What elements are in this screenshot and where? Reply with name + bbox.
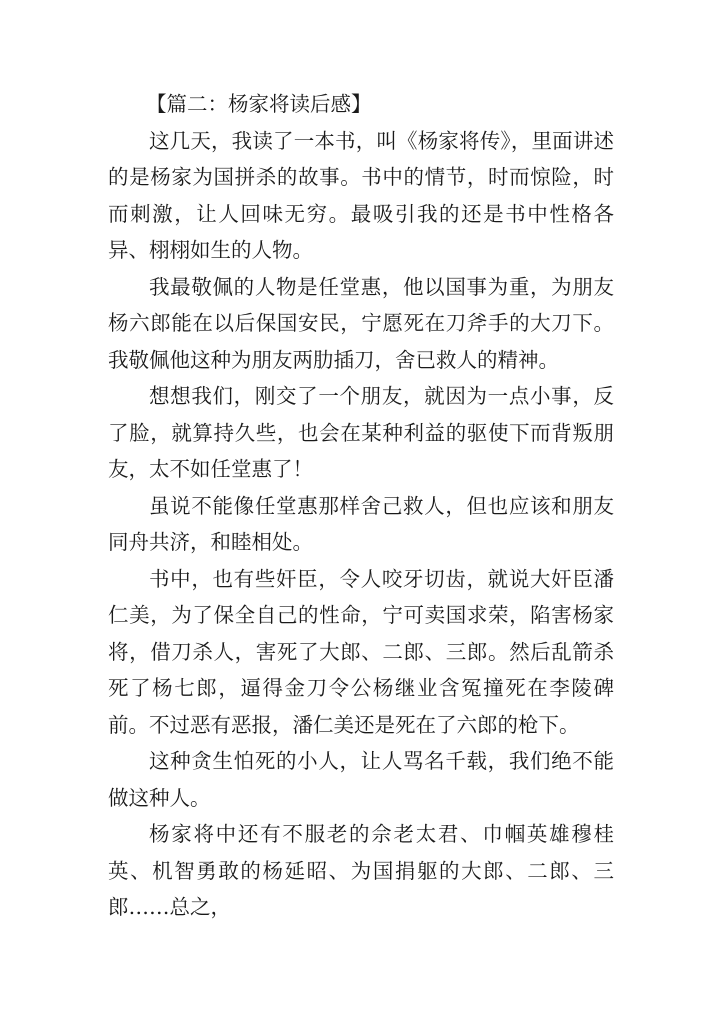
paragraph-5: 书中，也有些奸臣，令人咬牙切齿，就说大奸臣潘仁美，为了保全自己的性命，宁可卖国求荣，陷害杨家将，借刀杀人，害死了大郎、二郎、三郎。然后乱箭杀死了杨七郎，逼得金刀令公杨继业含冤撞死在李陵碑前。不过恶有恶报，潘仁美还是死在了六郎的枪下。	[108, 566, 614, 737]
paragraph-4: 虽说不能像任堂惠那样舍己救人，但也应该和朋友同舟共济，和睦相处。	[108, 493, 614, 554]
paragraph-6: 这种贪生怕死的小人，让人骂名千载，我们绝不能做这种人。	[108, 749, 614, 810]
paragraph-1: 这几天，我读了一本书，叫《杨家将传》，里面讲述的是杨家为国拼杀的故事。书中的情节，时而惊险，时而刺激，让人回味无穷。最吸引我的还是书中性格各异、栩栩如生的人物。	[108, 128, 614, 262]
article-body	[108, 86, 614, 926]
paragraph-2: 我最敬佩的人物是任堂惠，他以国事为重，为朋友杨六郎能在以后保国安民，宁愿死在刀斧手的大刀下。我敬佩他这种为朋友两肋插刀，舍已救人的精神。	[108, 274, 614, 372]
paragraph-3: 想想我们，刚交了一个朋友，就因为一点小事，反了脸，就算持久些，也会在某种利益的驱使下而背叛朋友，太不如任堂惠了！	[108, 384, 614, 481]
article-heading: 【篇二：杨家将读后感】	[146, 92, 372, 116]
paragraph-7: 杨家将中还有不服老的佘老太君、巾帼英雄穆桂英、机智勇敢的杨延昭、为国捐躯的大郎、二郎、三郎……总之，	[108, 822, 614, 919]
